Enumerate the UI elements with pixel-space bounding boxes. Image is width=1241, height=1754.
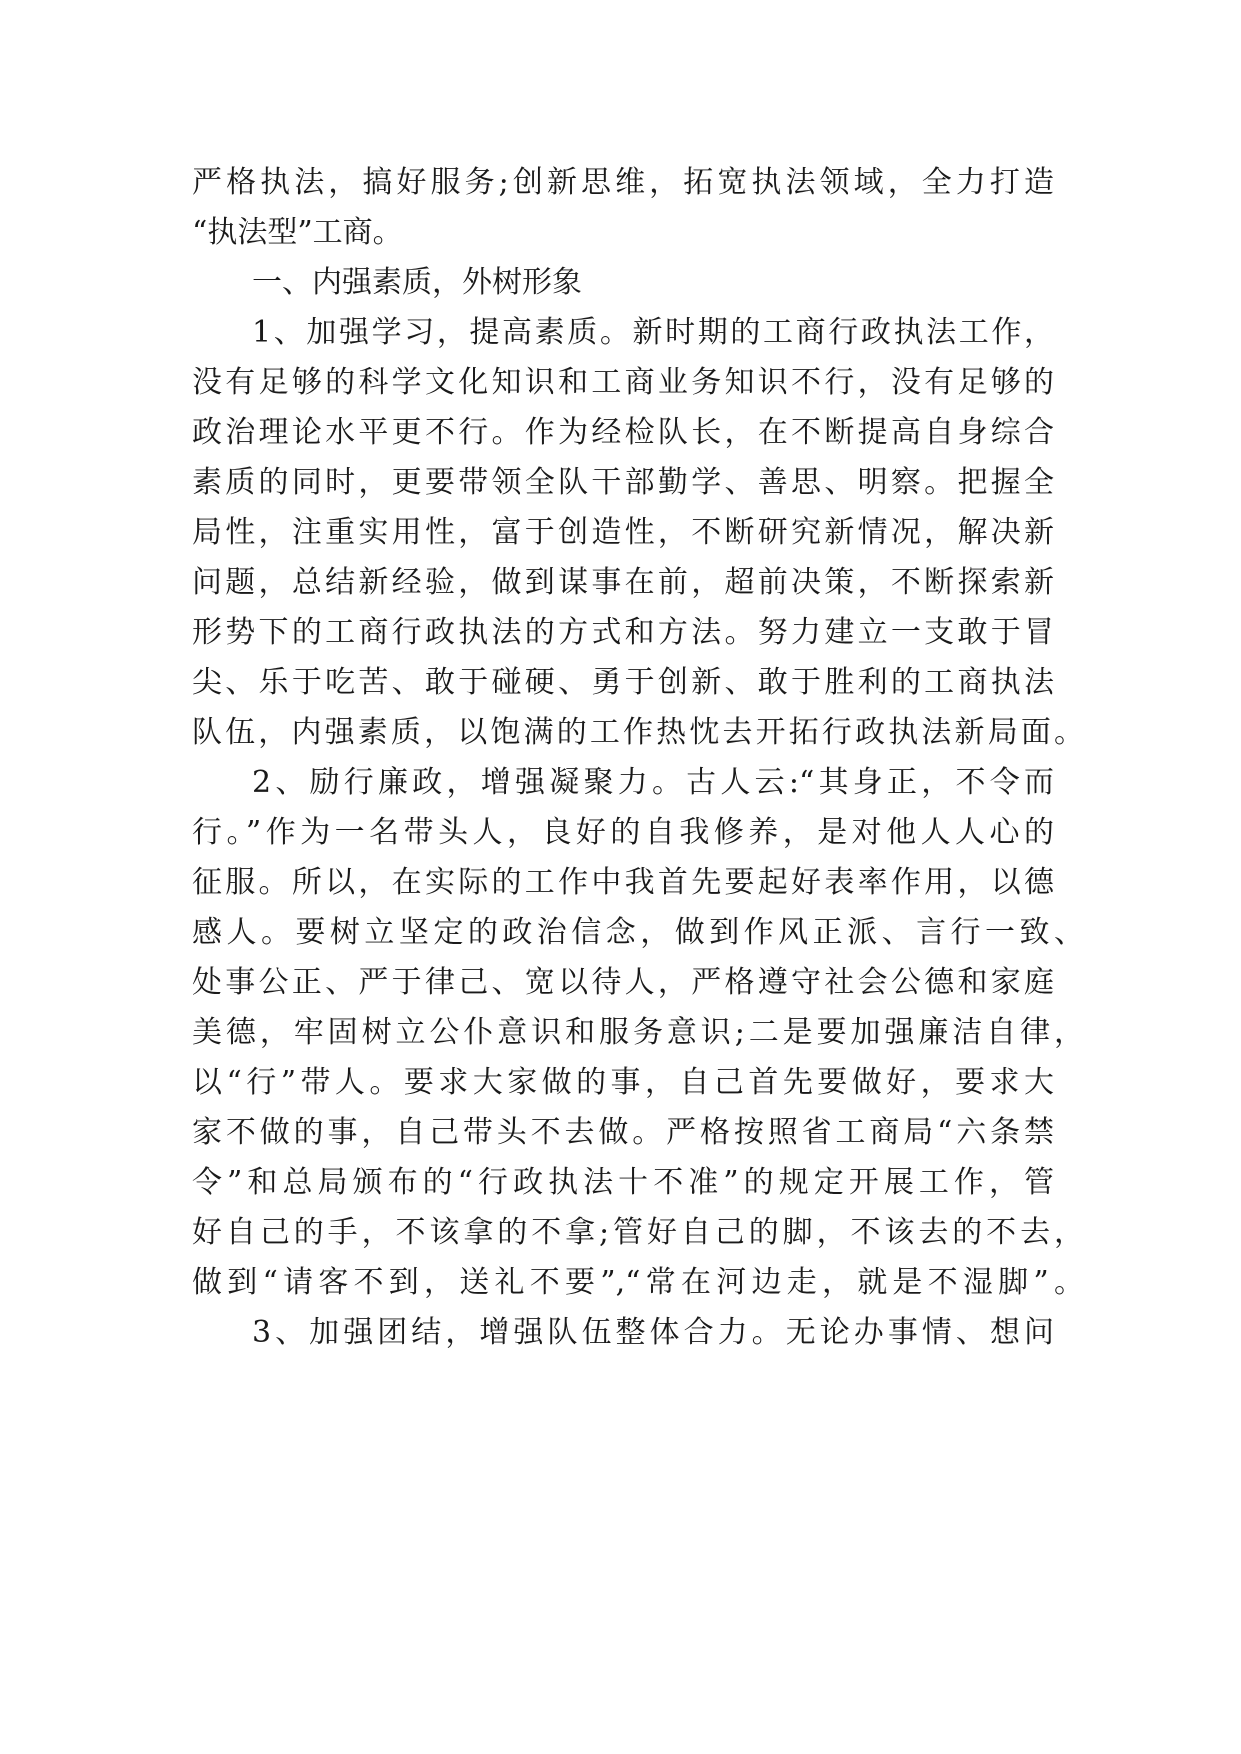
text-line: 3、加强团结，增强队伍整体合力。无论办事情、想问 <box>252 1315 1054 1350</box>
text-line: 征服。所以，在实际的工作中我首先要起好表率作用，以德 <box>192 865 1054 900</box>
text-line: 处事公正、严于律己、宽以待人，严格遵守社会公德和家庭 <box>192 965 1054 1000</box>
text-line: 局性，注重实用性，富于创造性，不断研究新情况，解决新 <box>192 515 1054 550</box>
text-line: 队伍，内强素质，以饱满的工作热忱去开拓行政执法新局面。 <box>192 715 1084 750</box>
text-line: 政治理论水平更不行。作为经检队长，在不断提高自身综合 <box>192 415 1054 450</box>
text-line: 家不做的事，自己带头不去做。严格按照省工商局“六条禁 <box>192 1115 1054 1150</box>
text-line: 美德，牢固树立公仆意识和服务意识;二是要加强廉洁自律， <box>192 1015 1084 1050</box>
text-line: 形势下的工商行政执法的方式和方法。努力建立一支敢于冒 <box>192 615 1054 650</box>
text-line: 素质的同时，更要带领全队干部勤学、善思、明察。把握全 <box>192 465 1054 500</box>
text-line: 做到“请客不到，送礼不要”,“常在河边走，就是不湿脚”。 <box>192 1265 1084 1300</box>
text-line: 感人。要树立坚定的政治信念，做到作风正派、言行一致、 <box>192 915 1084 950</box>
text-line: 行。”作为一名带头人，良好的自我修养，是对他人人心的 <box>192 815 1054 850</box>
text-line: 好自己的手，不该拿的不拿;管好自己的脚，不该去的不去， <box>192 1215 1084 1250</box>
text-line: “执法型”工商。 <box>192 215 403 250</box>
text-line: 严格执法，搞好服务;创新思维，拓宽执法领域，全力打造 <box>192 165 1054 200</box>
section-heading: 一、内强素质，外树形象 <box>252 265 582 300</box>
text-line: 2、励行廉政，增强凝聚力。古人云:“其身正，不令而 <box>252 765 1054 800</box>
text-line: 以“行”带人。要求大家做的事，自己首先要做好，要求大 <box>192 1065 1054 1100</box>
text-line: 没有足够的科学文化知识和工商业务知识不行，没有足够的 <box>192 365 1054 400</box>
text-line: 1、加强学习，提高素质。新时期的工商行政执法工作， <box>252 315 1054 350</box>
text-line: 问题，总结新经验，做到谋事在前，超前决策，不断探索新 <box>192 565 1054 600</box>
document-body <box>192 158 1084 1358</box>
text-line: 令”和总局颁布的“行政执法十不准”的规定开展工作，管 <box>192 1165 1054 1200</box>
text-line: 尖、乐于吃苦、敢于碰硬、勇于创新、敢于胜利的工商执法 <box>192 665 1054 700</box>
